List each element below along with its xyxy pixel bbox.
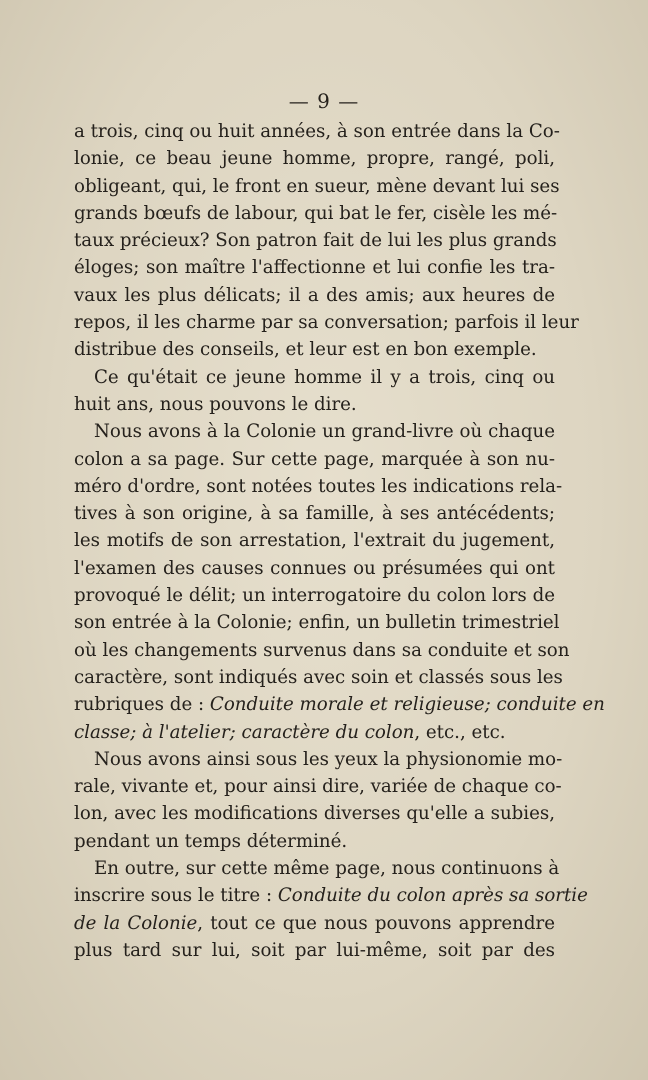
text-line: rale, vivante et, pour ainsi dire, variée de chaque co-	[74, 776, 562, 798]
text-line: grands bœufs de labour, qui bat le fer, cisèle les mé-	[74, 202, 558, 224]
paragraph	[74, 418, 605, 746]
italic-title: Conduite morale et religieuse; conduite en	[209, 694, 605, 716]
paragraph	[74, 746, 563, 855]
text-line: Nous avons ainsi sous les yeux la physionomie mo-	[94, 748, 563, 770]
text-line: où les changements survenus dans sa conduite et son	[74, 639, 570, 661]
text-line: obligeant, qui, le front en sueur, mène devant lui ses	[74, 175, 560, 197]
text-line: lon, avec les modifications diverses qu'elle a subies,	[74, 803, 555, 825]
text-line: taux précieux? Son patron fait de lui les plus grands	[74, 230, 557, 252]
italic-title: Conduite du colon après sa sortie	[277, 885, 588, 907]
text-line	[74, 691, 605, 718]
paragraph	[74, 855, 588, 964]
text-line: méro d'ordre, sont notées toutes les indications rela-	[74, 475, 563, 497]
text-line: lonie, ce beau jeune homme, propre, rangé, poli,	[74, 148, 555, 170]
text-line: huit ans, nous pouvons le dire.	[74, 393, 357, 415]
text-line: plus tard sur lui, soit par lui-même, soit par des	[74, 939, 555, 961]
paragraph	[74, 118, 579, 364]
text-segment: , etc., etc.	[414, 721, 506, 743]
text-line: pendant un temps déterminé.	[74, 830, 348, 852]
text-segment: inscrire sous le titre :	[74, 885, 278, 907]
italic-title: classe; à l'atelier; caractère du colon	[74, 721, 415, 743]
body-text	[74, 118, 605, 964]
text-line: son entrée à la Colonie; enfin, un bulletin trimestriel	[74, 612, 560, 634]
page-number: — 9 —	[288, 89, 360, 113]
text-line: Ce qu'était ce jeune homme il y a trois, cinq ou	[94, 366, 555, 388]
text-line	[74, 882, 588, 909]
text-line: a trois, cinq ou huit années, à son entrée dans la Co-	[74, 121, 560, 142]
text-line: vaux les plus délicats; il a des amis; aux heures de	[74, 284, 555, 306]
text-line: Nous avons à la Colonie un grand-livre où chaque	[94, 421, 555, 443]
text-line: tives à son origine, à sa famille, à ses antécédents;	[74, 503, 555, 525]
text-line: caractère, sont indiqués avec soin et classés sous les	[74, 666, 563, 688]
paragraph	[74, 364, 555, 419]
text-line	[74, 719, 555, 746]
text-segment: rubriques de :	[74, 694, 210, 716]
text-line: les motifs de son arrestation, l'extrait du jugement,	[74, 530, 555, 552]
text-line: repos, il les charme par sa conversation; parfois il leur	[74, 312, 579, 334]
text-segment: , tout ce que nous pouvons apprendre	[197, 912, 555, 934]
text-line: éloges; son maître l'affectionne et lui confie les tra-	[74, 257, 555, 279]
text-line: provoqué le délit; un interrogatoire du colon lors de	[74, 585, 555, 607]
italic-title: de la Colonie	[74, 912, 198, 934]
text-line: colon a sa page. Sur cette page, marquée à son nu-	[74, 448, 555, 470]
text-line: l'examen des causes connues ou présumées qui ont	[74, 557, 555, 579]
text-line: En outre, sur cette même page, nous continuons à	[94, 858, 560, 880]
text-line	[74, 910, 555, 937]
text-line: distribue des conseils, et leur est en bon exemple.	[74, 339, 537, 361]
